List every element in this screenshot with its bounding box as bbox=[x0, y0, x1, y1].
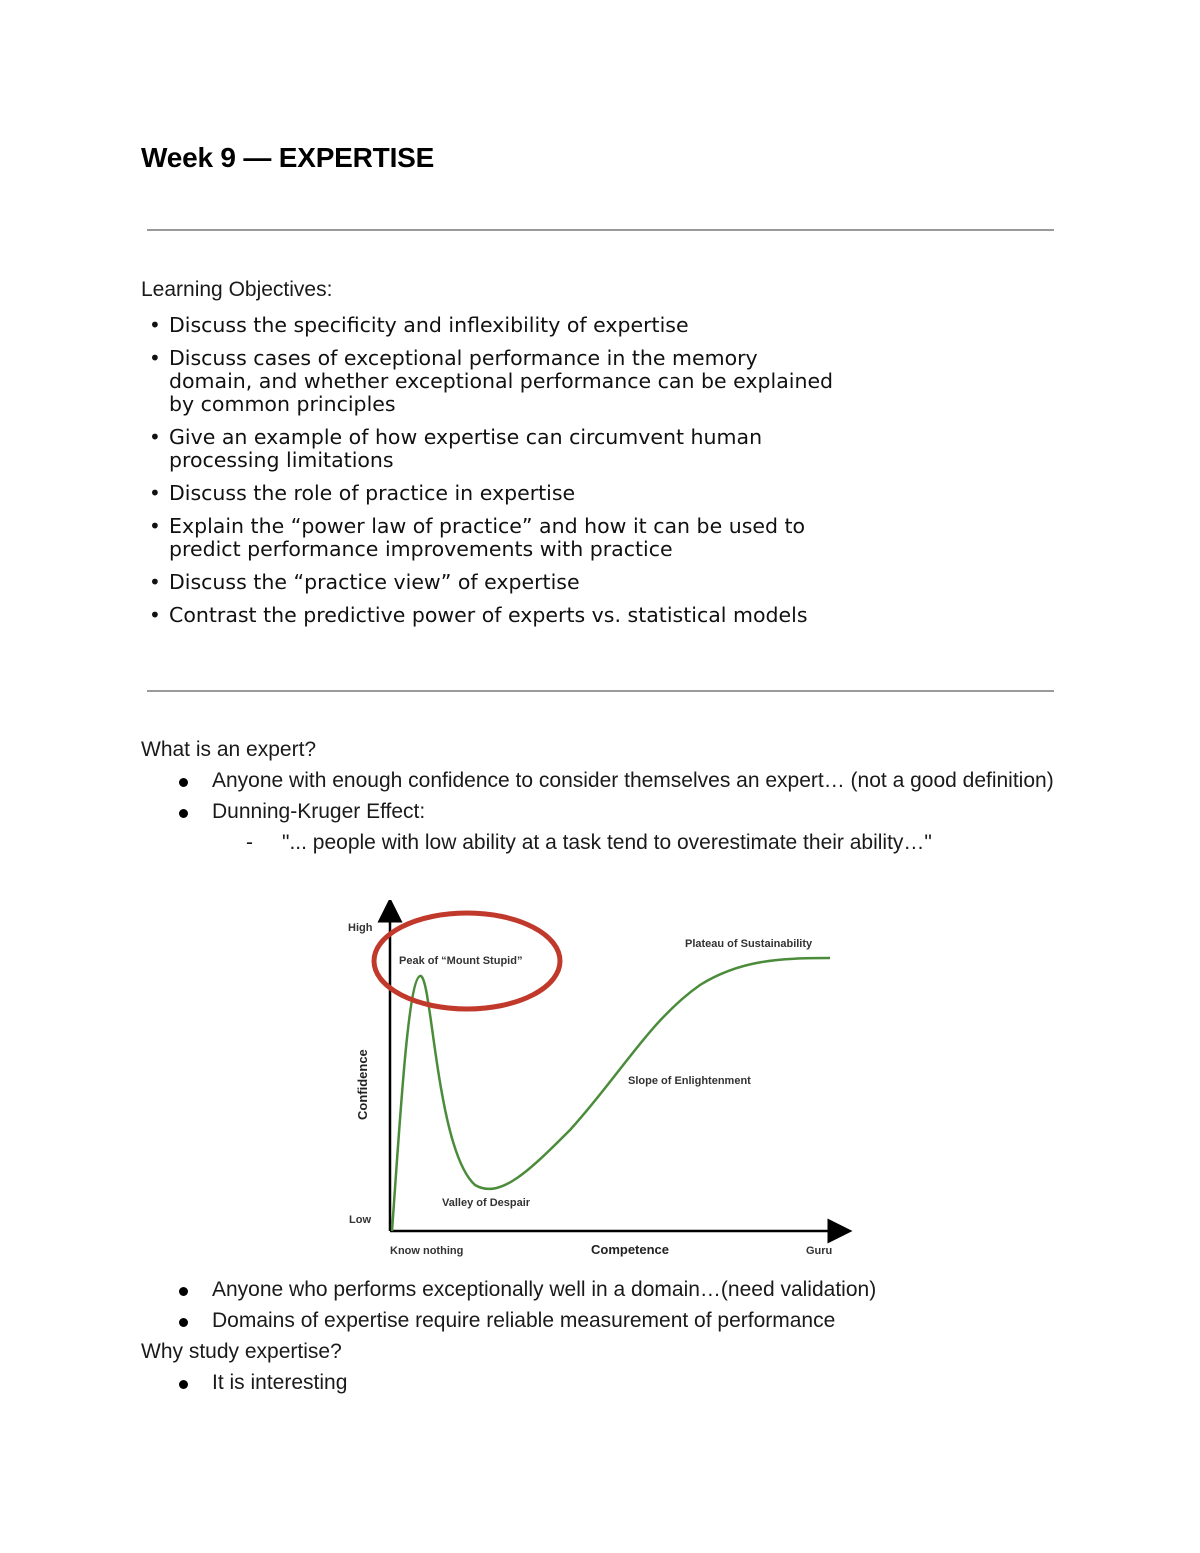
list-item bbox=[141, 1305, 1071, 1336]
expert-question: What is an expert? bbox=[141, 738, 317, 761]
lower-section bbox=[141, 1274, 1071, 1398]
learning-objectives-heading: Learning Objectives: bbox=[141, 278, 333, 301]
dunning-kruger-figure bbox=[330, 900, 870, 1265]
bullet-dot bbox=[179, 809, 188, 818]
bullet-dot bbox=[179, 1318, 188, 1327]
bullet-text: Dunning-Kruger Effect: bbox=[212, 800, 426, 823]
lower-bullets-1 bbox=[141, 1274, 1071, 1336]
bullet-text: Domains of expertise require reliable measurement of performance bbox=[212, 1309, 836, 1332]
plateau-label: Plateau of Sustainability bbox=[685, 938, 813, 950]
why-study-question: Why study expertise? bbox=[141, 1340, 342, 1363]
bullet-text: It is interesting bbox=[212, 1371, 348, 1394]
list-item bbox=[141, 765, 1071, 796]
list-item bbox=[141, 1274, 1071, 1305]
list-item bbox=[141, 796, 1071, 827]
peak-label: Peak of “Mount Stupid” bbox=[399, 955, 523, 967]
objective-item: • Give an example of how expertise can circumvent human processing limitations bbox=[147, 426, 847, 472]
y-axis-label: Confidence bbox=[355, 1049, 370, 1120]
slope-label: Slope of Enlightenment bbox=[628, 1075, 751, 1087]
valley-label: Valley of Despair bbox=[442, 1197, 531, 1209]
objective-item: • Contrast the predictive power of experts vs. statistical models bbox=[147, 604, 847, 627]
list-item bbox=[141, 1367, 1071, 1398]
objective-item: • Discuss cases of exceptional performance in the memory domain, and whether exceptional performance can be explained by common principles bbox=[147, 347, 847, 416]
objective-item: • Explain the “power law of practice” and how it can be used to predict performance improvements with practice bbox=[147, 515, 847, 561]
divider-bottom bbox=[147, 690, 1054, 692]
dash-marker: - bbox=[246, 831, 253, 854]
expert-section bbox=[141, 734, 1071, 858]
objective-item: • Discuss the role of practice in expertise bbox=[147, 482, 847, 505]
x-right-label: Guru bbox=[806, 1245, 833, 1257]
expert-bullets bbox=[141, 765, 1071, 827]
x-axis-label: Competence bbox=[591, 1242, 670, 1257]
dunning-kruger-quote bbox=[141, 827, 1071, 858]
x-left-label: Know nothing bbox=[390, 1245, 464, 1257]
quote-text: "... people with low ability at a task tend to overestimate their ability…" bbox=[282, 831, 932, 854]
y-high-label: High bbox=[348, 922, 373, 934]
bullet-text: Anyone who performs exceptionally well in a domain…(need validation) bbox=[212, 1278, 877, 1301]
bullet-dot bbox=[179, 778, 188, 787]
bullet-text: Anyone with enough confidence to consider themselves an expert… (not a good definition) bbox=[212, 769, 1054, 792]
confidence-curve bbox=[392, 958, 830, 1231]
objective-item: • Discuss the specificity and inflexibility of expertise bbox=[147, 314, 847, 337]
divider-top bbox=[147, 229, 1054, 231]
lower-bullets-2 bbox=[141, 1367, 1071, 1398]
y-low-label: Low bbox=[349, 1214, 371, 1226]
bullet-dot bbox=[179, 1287, 188, 1296]
page-title: Week 9 — EXPERTISE bbox=[141, 142, 435, 173]
bullet-dot bbox=[179, 1380, 188, 1389]
learning-objectives-list bbox=[147, 314, 847, 637]
objective-item: • Discuss the “practice view” of expertise bbox=[147, 571, 847, 594]
